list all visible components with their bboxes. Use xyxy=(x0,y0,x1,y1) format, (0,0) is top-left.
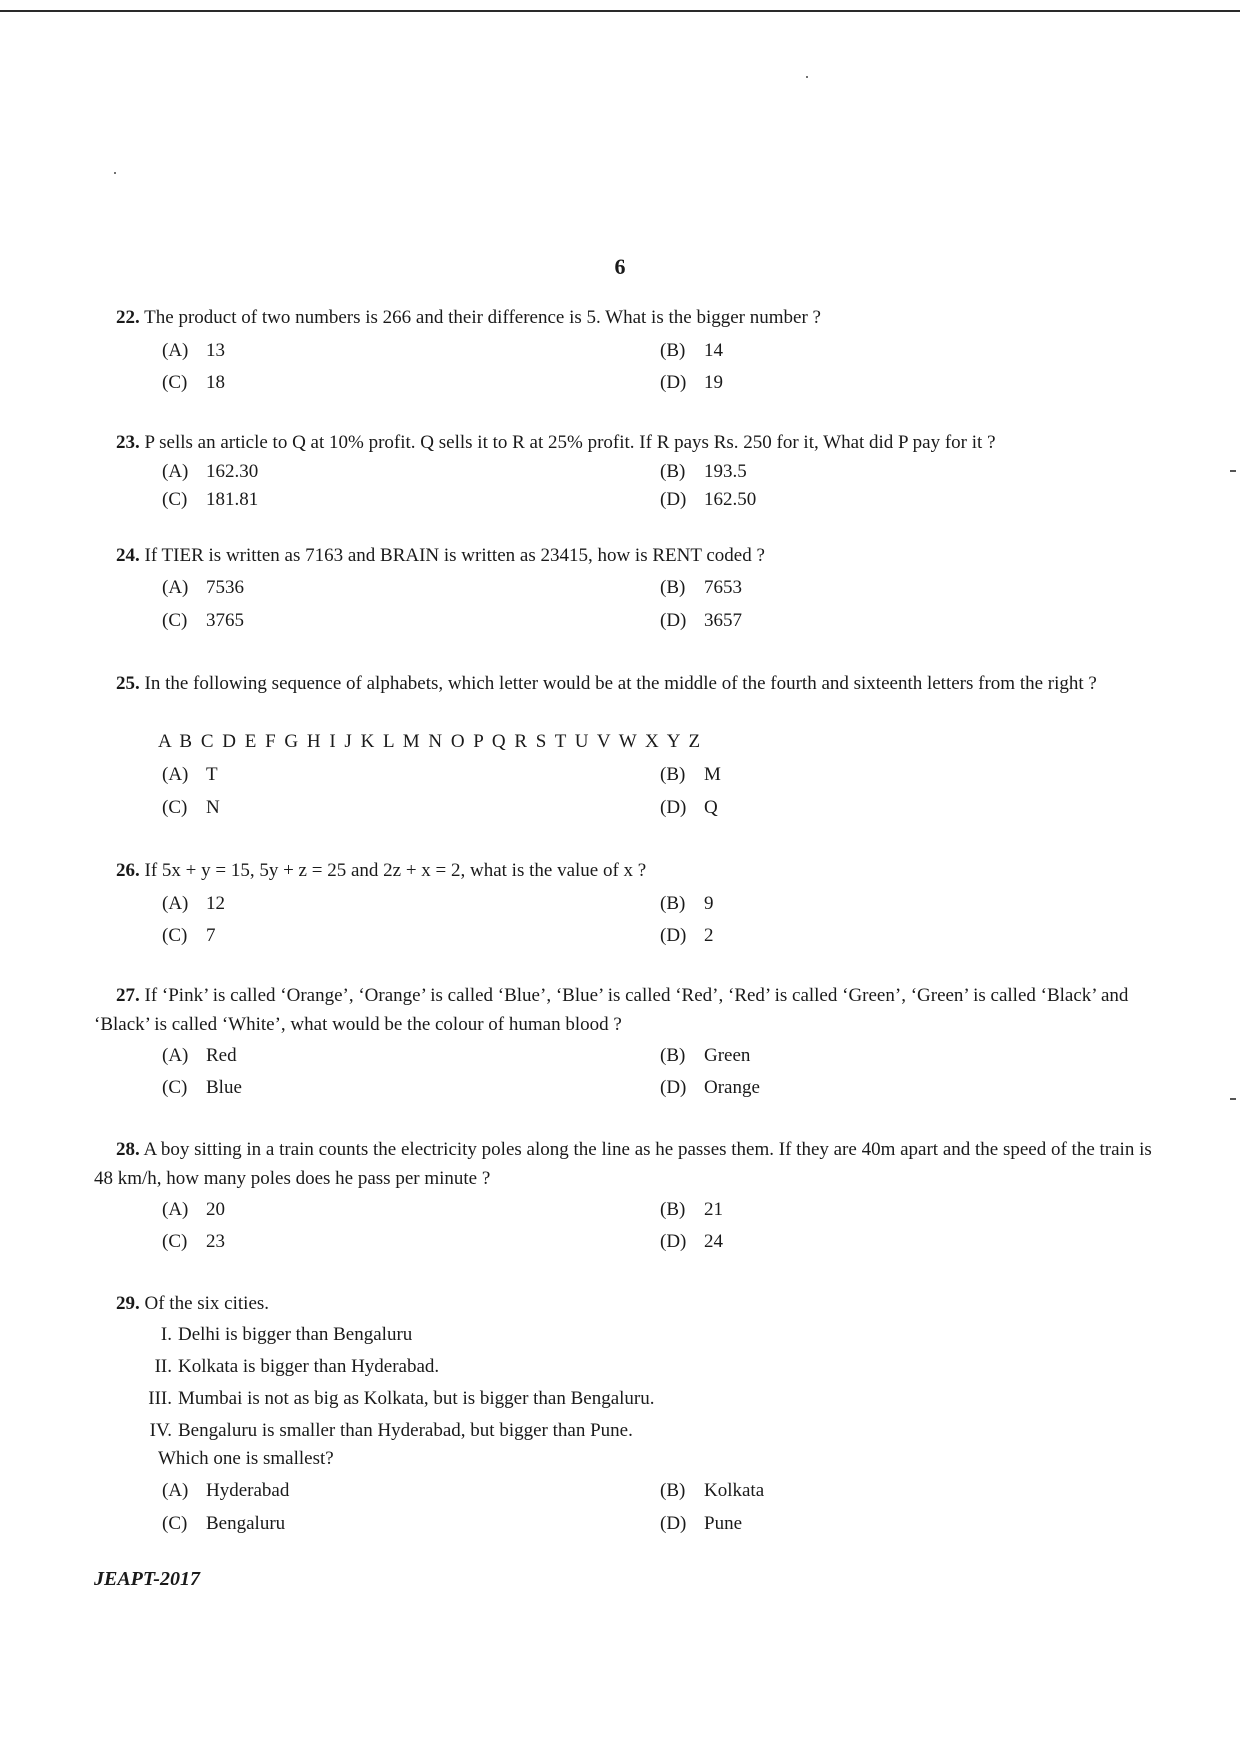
statement-text: Kolkata is bigger than Hyderabad. xyxy=(178,1356,440,1377)
option-value: Green xyxy=(704,1045,751,1066)
option-label: (C) xyxy=(162,1077,188,1098)
option-label: (B) xyxy=(660,1480,686,1501)
option-value: 162.50 xyxy=(704,489,757,510)
question-number: 26. xyxy=(116,860,140,881)
option-value: 2 xyxy=(704,925,714,946)
option-label: (B) xyxy=(660,577,686,598)
option-value: 9 xyxy=(704,893,714,914)
question-text: If 5x + y = 15, 5y + z = 25 and 2z + x = 2, what is the value of x ? xyxy=(144,860,647,881)
option-value: 193.5 xyxy=(704,461,747,482)
option-label: (C) xyxy=(162,1513,188,1534)
statement-text: Delhi is bigger than Bengaluru xyxy=(178,1324,413,1345)
option-value: Bengaluru xyxy=(206,1513,286,1534)
option-label: (B) xyxy=(660,461,686,482)
option-value: 21 xyxy=(704,1199,723,1220)
option-label: (A) xyxy=(162,764,189,785)
option-label: (B) xyxy=(660,764,686,785)
question-text: A boy sitting in a train counts the electricity poles along the line as he passes them. If they are 40m apart and the speed of the train is 48 km/h, how many poles does he pass per minute ? xyxy=(94,1139,1152,1189)
option-value: T xyxy=(206,764,218,785)
option-label: (A) xyxy=(162,893,189,914)
question-number: 23. xyxy=(116,432,140,453)
option-value: 13 xyxy=(206,340,225,361)
option-value: 19 xyxy=(704,372,723,393)
option-d[interactable] xyxy=(660,793,718,823)
option-value: 162.30 xyxy=(206,461,259,482)
option-a[interactable] xyxy=(162,336,225,366)
option-label: (A) xyxy=(162,461,189,482)
option-value: Pune xyxy=(704,1513,742,1534)
option-label: (B) xyxy=(660,1199,686,1220)
option-a[interactable] xyxy=(162,889,225,919)
option-d[interactable] xyxy=(660,1073,760,1103)
statement-iii xyxy=(128,1384,655,1414)
statement-text: Mumbai is not as big as Kolkata, but is bigger than Bengaluru. xyxy=(178,1388,655,1409)
option-label: (A) xyxy=(162,1045,189,1066)
option-label: (D) xyxy=(660,489,687,510)
option-c[interactable] xyxy=(162,1073,242,1103)
option-b[interactable] xyxy=(660,760,721,790)
question-number: 29. xyxy=(116,1293,140,1314)
option-label: (D) xyxy=(660,1513,687,1534)
question-text: If ‘Pink’ is called ‘Orange’, ‘Orange’ is called ‘Blue’, ‘Blue’ is called ‘Red’, ‘Red’ is called ‘Green’, ‘Green’ is called ‘Black’ and ‘Black’ is called ‘White’, what would be the colour of human blood ? xyxy=(94,985,1129,1035)
option-label: (C) xyxy=(162,1231,188,1252)
option-c[interactable] xyxy=(162,793,220,823)
option-d[interactable] xyxy=(660,921,714,951)
statement-i xyxy=(128,1320,412,1350)
scan-speck xyxy=(806,76,808,78)
alphabet-sequence: A B C D E F G H I J K L M N O P Q R S T U V W X Y Z xyxy=(158,731,703,752)
option-b[interactable] xyxy=(660,457,747,487)
question-stem xyxy=(94,1289,1154,1318)
option-value: Red xyxy=(206,1045,237,1066)
question-stem xyxy=(94,669,1154,698)
option-value: 7 xyxy=(206,925,216,946)
option-label: (D) xyxy=(660,925,687,946)
option-label: (A) xyxy=(162,340,189,361)
option-c[interactable] xyxy=(162,606,244,636)
question-text: Of the six cities. xyxy=(144,1293,270,1314)
top-rule xyxy=(0,10,1240,12)
question-stem xyxy=(94,541,1154,570)
question-number: 24. xyxy=(116,545,140,566)
option-label: (B) xyxy=(660,340,686,361)
question-stem xyxy=(94,428,1154,457)
question-number: 22. xyxy=(116,307,140,328)
option-a[interactable] xyxy=(162,457,258,487)
option-value: 18 xyxy=(206,372,225,393)
question-number: 28. xyxy=(116,1139,140,1160)
option-label: (A) xyxy=(162,1199,189,1220)
option-c[interactable] xyxy=(162,485,258,515)
option-label: (C) xyxy=(162,372,188,393)
option-a[interactable] xyxy=(162,1476,289,1506)
option-c[interactable] xyxy=(162,1227,225,1257)
question-stem xyxy=(94,856,1154,885)
option-d[interactable] xyxy=(660,1227,723,1257)
scan-speck xyxy=(114,172,116,174)
option-value: 3765 xyxy=(206,610,244,631)
question-stem xyxy=(94,981,1154,1039)
option-value: 12 xyxy=(206,893,225,914)
option-d[interactable] xyxy=(660,1509,742,1539)
option-value: Q xyxy=(704,797,718,818)
question-number: 27. xyxy=(116,985,140,1006)
question-prompt: Which one is smallest? xyxy=(158,1448,334,1469)
statement-number: I. xyxy=(160,1324,172,1345)
option-label: (B) xyxy=(660,1045,686,1066)
option-c[interactable] xyxy=(162,368,225,398)
option-value: 3657 xyxy=(704,610,742,631)
option-a[interactable] xyxy=(162,760,218,790)
option-b[interactable] xyxy=(660,573,742,603)
question-stem xyxy=(94,1135,1154,1193)
option-label: (D) xyxy=(660,1231,687,1252)
option-value: Blue xyxy=(206,1077,242,1098)
statement-number: III. xyxy=(148,1388,172,1409)
scan-mark xyxy=(1230,470,1236,472)
option-b[interactable] xyxy=(660,336,723,366)
question-number: 25. xyxy=(116,673,140,694)
option-label: (D) xyxy=(660,372,687,393)
option-a[interactable] xyxy=(162,1041,237,1071)
option-value: 14 xyxy=(704,340,723,361)
question-text: The product of two numbers is 266 and their difference is 5. What is the bigger number ? xyxy=(144,307,821,328)
option-c[interactable] xyxy=(162,1509,285,1539)
option-a[interactable] xyxy=(162,573,244,603)
option-d[interactable] xyxy=(660,606,742,636)
question-text: In the following sequence of alphabets, which letter would be at the middle of the fourth and sixteenth letters from the right ? xyxy=(144,673,1097,694)
question-text: If TIER is written as 7163 and BRAIN is written as 23415, how is RENT coded ? xyxy=(144,545,765,566)
option-value: 181.81 xyxy=(206,489,259,510)
option-value: 23 xyxy=(206,1231,225,1252)
option-label: (C) xyxy=(162,489,188,510)
option-c[interactable] xyxy=(162,921,216,951)
question-text: P sells an article to Q at 10% profit. Q sells it to R at 25% profit. If R pays Rs. 250 for it, What did P pay for it ? xyxy=(144,432,996,453)
statement-iv xyxy=(128,1416,633,1446)
option-b[interactable] xyxy=(660,889,714,919)
option-label: (D) xyxy=(660,1077,687,1098)
option-label: (B) xyxy=(660,893,686,914)
option-label: (C) xyxy=(162,797,188,818)
option-b[interactable] xyxy=(660,1195,723,1225)
option-d[interactable] xyxy=(660,368,723,398)
option-value: Kolkata xyxy=(704,1480,765,1501)
option-b[interactable] xyxy=(660,1041,750,1071)
option-value: Orange xyxy=(704,1077,760,1098)
option-value: 20 xyxy=(206,1199,225,1220)
statement-number: IV. xyxy=(149,1420,172,1441)
page-number: 6 xyxy=(614,254,626,279)
option-a[interactable] xyxy=(162,1195,225,1225)
option-value: M xyxy=(704,764,721,785)
statement-text: Bengaluru is smaller than Hyderabad, but bigger than Pune. xyxy=(178,1420,633,1441)
option-value: 24 xyxy=(704,1231,723,1252)
option-label: (D) xyxy=(660,797,687,818)
option-value: N xyxy=(206,797,220,818)
option-b[interactable] xyxy=(660,1476,764,1506)
option-value: 7536 xyxy=(206,577,244,598)
option-d[interactable] xyxy=(660,485,756,515)
footer-exam-code: JEAPT-2017 xyxy=(94,1568,200,1590)
option-value: Hyderabad xyxy=(206,1480,290,1501)
option-label: (A) xyxy=(162,1480,189,1501)
option-label: (C) xyxy=(162,925,188,946)
statement-number: II. xyxy=(154,1356,172,1377)
option-value: 7653 xyxy=(704,577,742,598)
option-label: (D) xyxy=(660,610,687,631)
option-label: (C) xyxy=(162,610,188,631)
statement-ii xyxy=(128,1352,439,1382)
option-label: (A) xyxy=(162,577,189,598)
scan-mark xyxy=(1230,1098,1236,1100)
question-stem xyxy=(94,303,1154,332)
